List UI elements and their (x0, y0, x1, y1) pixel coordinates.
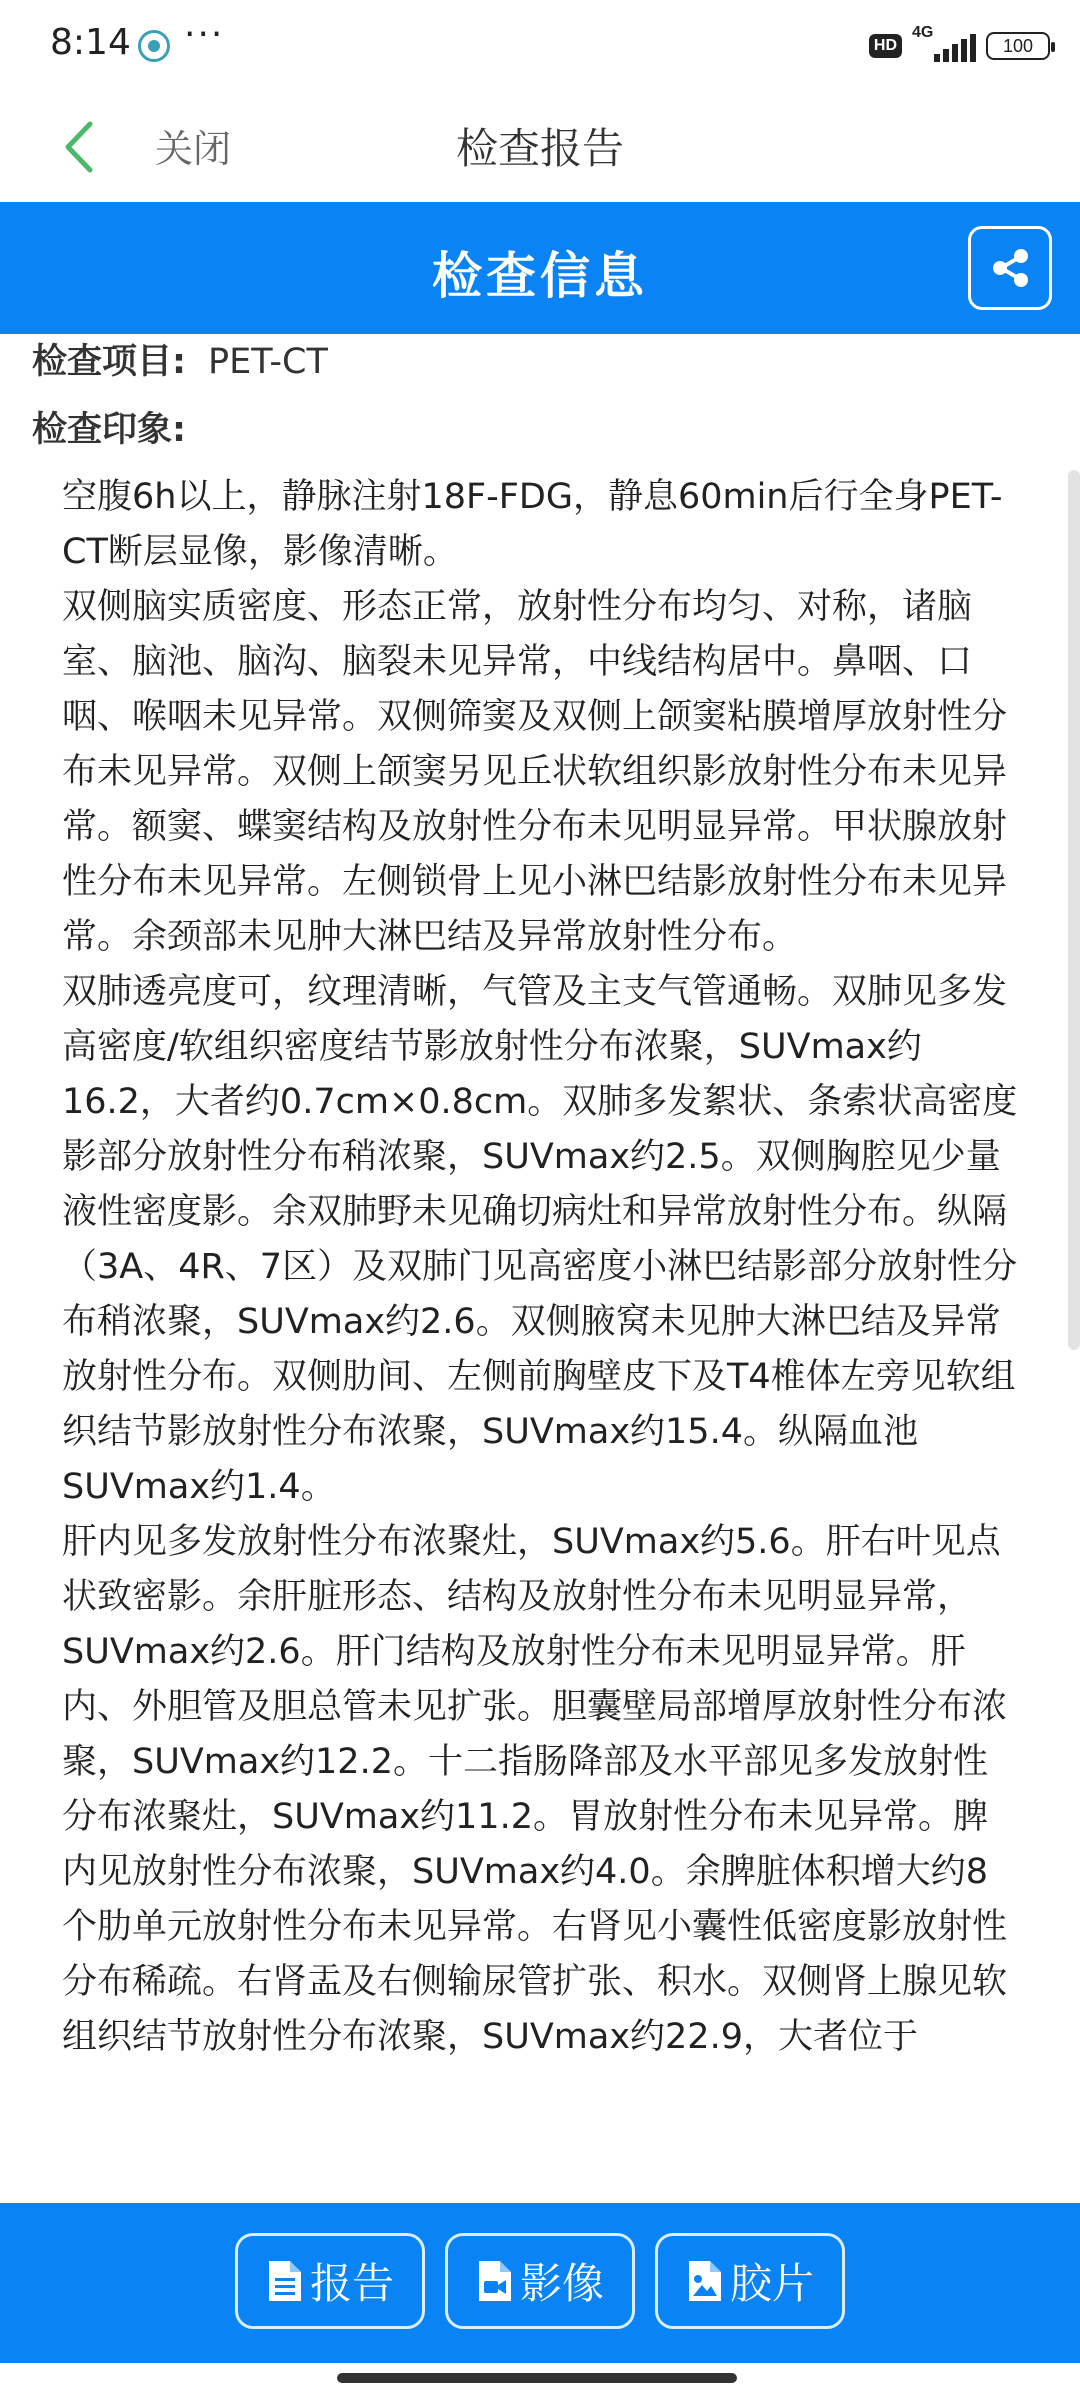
exam-item-label: 检查项目: (32, 342, 186, 382)
film-button[interactable] (655, 2233, 845, 2329)
report-paragraph: 双肺透亮度可，纹理清晰，气管及主支气管通畅。双肺见多发高密度/软组织密度结节影放射性分布浓聚，SUVmax约16.2，大者约0.7cm×0.8cm。双肺多发絮状、条索状高密度影部分放射性分布稍浓聚，SUVmax约2.5。双侧胸腔见少量液性密度影。余双肺野未见确切病灶和异常放射性分布。纵隔（3A、4R、7区）及双肺门见高密度小淋巴结影部分放射性分布稍浓聚，SUVmax约2.6。双侧腋窝未见肿大淋巴结及异常放射性分布。双侧肋间、左侧前胸壁皮下及T4椎体左旁见软组织结节影放射性分布浓聚，SUVmax约15.4。纵隔血池SUVmax约1.4。 (62, 972, 1018, 1507)
section-header (0, 202, 1080, 334)
report-button-label: 报告 (309, 2259, 394, 2308)
report-paragraph: 双侧脑实质密度、形态正常，放射性分布均匀、对称，诸脑室、脑池、脑沟、脑裂未见异常，中线结构居中。鼻咽、口咽、喉咽未见异常。双侧筛窦及双侧上颌窦粘膜增厚放射性分布未见异常。双侧上颌窦另见丘状软组织影放射性分布未见异常。额窦、蝶窦结构及放射性分布未见明显异常。甲状腺放射性分布未见异常。左侧锁骨上见小淋巴结影放射性分布未见异常。余颈部未见肿大淋巴结及异常放射性分布。 (62, 587, 1008, 957)
image-button[interactable] (445, 2233, 635, 2329)
page-title: 检查报告 (455, 124, 624, 173)
bottom-toolbar (0, 2203, 1080, 2363)
video-file-icon (476, 2258, 514, 2304)
share-icon (986, 244, 1034, 292)
report-paragraph: 肝内见多发放射性分布浓聚灶，SUVmax约5.6。肝右叶见点状致密影。余肝脏形态、结构及放射性分布未见明显异常，SUVmax约2.6。肝门结构及放射性分布未见明显异常。肝内、外胆管及胆总管未见扩张。胆囊壁局部增厚放射性分布浓聚，SUVmax约12.2。十二指肠降部及水平部见多发放射性分布浓聚灶，SUVmax约11.2。胃放射性分布未见异常。脾内见放射性分布浓聚，SUVmax约4.0。余脾脏体积增大约8个肋单元放射性分布未见异常。右肾见小囊性低密度影放射性分布稀疏。右肾盂及右侧输尿管扩张、积水。双侧肾上腺见软组织结节放射性分布浓聚，SUVmax约22.9，大者位于 (62, 1522, 1008, 2057)
film-button-label: 胶片 (729, 2259, 814, 2308)
image-button-label: 影像 (519, 2259, 604, 2308)
image-file-icon (686, 2258, 724, 2304)
hd-badge: HD (869, 34, 902, 58)
section-title: 检查信息 (432, 247, 648, 305)
battery-icon (986, 32, 1050, 60)
close-button[interactable]: 关闭 (155, 127, 232, 171)
app-notification-icon (138, 30, 170, 62)
exam-item-value: PET-CT (208, 342, 328, 382)
network-type: 4G (912, 24, 934, 41)
status-time: 8:14 (50, 22, 131, 63)
report-paragraph: 空腹6h以上，静脉注射18F-FDG，静息60min后行全身PET-CT断层显像，影像清晰。 (62, 477, 1003, 572)
exam-impression-row (32, 402, 186, 452)
exam-impression-label: 检查印象: (32, 410, 186, 450)
signal-icon (912, 24, 976, 64)
status-indicators (869, 24, 1050, 64)
report-text[interactable] (62, 470, 1022, 2210)
scrollbar[interactable] (1068, 470, 1080, 1350)
status-bar (0, 0, 1080, 92)
home-indicator[interactable] (337, 2373, 737, 2383)
exam-item-row (32, 334, 328, 384)
document-icon (266, 2258, 304, 2304)
title-bar (0, 92, 1080, 202)
more-notifications-icon: ··· (184, 14, 225, 55)
share-button[interactable] (968, 226, 1052, 310)
system-nav-area (0, 2363, 1080, 2400)
report-button[interactable] (235, 2233, 425, 2329)
battery-level: 100 (1002, 35, 1034, 56)
